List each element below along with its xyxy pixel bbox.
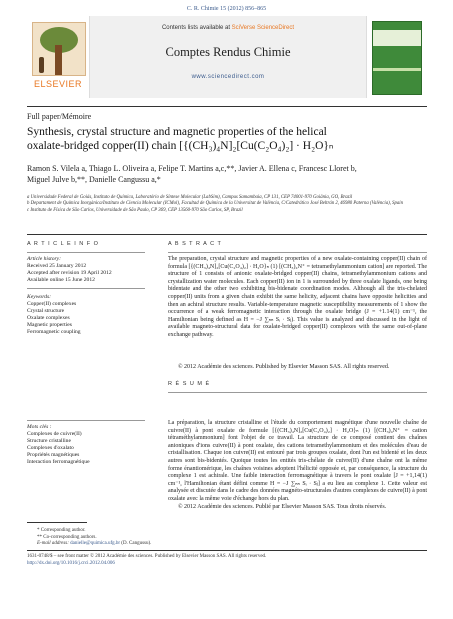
motcle-item: Interaction ferromagnétique	[27, 459, 90, 465]
article-info-heading: A R T I C L E I N F O	[27, 241, 99, 247]
corresponding-author-note: * Corresponding author.	[37, 528, 86, 533]
keyword-item: Magnetic properties	[27, 322, 72, 328]
motcle-item: Propriétés magnétiques	[27, 452, 80, 458]
issn-block	[27, 554, 427, 567]
abstract-text: The preparation, crystal structure and magnetic properties of a new oxalate-containing copper(II) chain of formula [{(CH₃)₄N]₂[Cu(C₂O₄)₂] · H₂O}ₙ (1) [(CH₃)₄N⁺ = tetramethylammonium cation] are reported. The structure of 1 consists of anionic oxalate-bridged copper(II) chains, tetramethylammonium cations and crystallization water molecules. Each copper(II) ion in 1 is surrounded by three oxalate ligands, one being bidentate and the other two exhibiting bis-bidenate coordination modes. Although all the tris-chelated copper(II) units from a given chain exhibit the same helicity, adjacent chains have opposite helicities and then an achiral structure results. Variable-temperature magnetic susceptibility measurements of 1 show the occurrence of a weak ferromagnetic interaction through the oxalate bridge (J = +1.14(1) cm⁻¹, the Hamiltonian being defined as H = −J ∑ₙₙ Sᵢ · Sⱼ). This value is analyzed and discussed in the light of available magneto-structural data for oxalate-bridged copper(II) complexes with the same out-of-plane exchange pathway.	[168, 256, 427, 338]
doi-link[interactable]: http://dx.doi.org/10.1016/j.crci.2012.04.006	[27, 560, 115, 566]
received-date: Received 25 January 2012	[27, 263, 87, 269]
abstract-heading: A B S T R A C T	[168, 241, 222, 247]
motcle-item: Complexes d'oxalato	[27, 445, 74, 451]
email-link[interactable]: danielle@quimica.ufg.br	[70, 541, 121, 547]
motcle-item: Structure cristalline	[27, 438, 71, 444]
title-line-2: oxalate-bridged copper(II) chain [{(CH₃)₄N]₂[Cu(C₂O₄)₂] · H₂O}ₙ	[27, 140, 334, 152]
article-title	[27, 125, 427, 153]
motscles-block	[27, 424, 145, 466]
motscles-label: Mots clés :	[27, 424, 52, 430]
co-corresponding-note: ** Co-corresponding authors.	[37, 534, 97, 540]
journal-cover	[365, 16, 427, 98]
sciencedirect-link[interactable]: SciVerse ScienceDirect	[231, 25, 295, 31]
article-type: Full paper/Mémoire	[27, 112, 92, 121]
article-history	[27, 256, 145, 284]
publisher-wordmark: ELSEVIER	[33, 79, 83, 89]
journal-title: Comptes Rendus Chimie	[165, 45, 291, 59]
online-date: Available online 15 June 2012	[27, 277, 95, 283]
journal-banner	[27, 16, 427, 98]
contents-line	[90, 25, 366, 31]
resume-text: La préparation, la structure cristalline et l'étude du comportement magnétique d'une nouvelle chaîne de cuivre(II) à pont oxalate de formule [{(CH₃)₄N]₂[Cu(C₂O₄)₂] · H₂O}ₙ (1) [(CH₃)₄N⁺ = cation tétraméthylammonium] font l'objet de ce travail. La structure de ce composé contient des chaînes anioniques d'ions cuivre(II) à pont oxalate, des cations tetramethylammonium et des molécules d'eau de cristallisation. Chaque ion cuivre(II) est entouré par trois groupes oxalate, dont l'un est bidenté et les deux autres sont bis-bidentés. Quoique toutes les entités tris-chélate de cuivre(II) d'une chaîne ont la même forme énantiomérique, les chaînes voisines adoptent l'hélicité opposée et, par conséquence, la structure du complexe 1 est achirale. Une faible interaction ferromagnétique à travers le pont oxalate [J = +1,14(1) cm⁻¹, l'Hamiltonian étant défini comme H = −J ∑ₙₙ Sᵢ · Sⱼ] a eu lieu au complexe 1. Cette valeur est analysée et discutée dans le cadre des données magnéto-structurales d'autres complexes de cuivre(II) à pont oxalate avec la même voie d'échange hors du plan.	[168, 420, 427, 502]
contents-text: Contents lists available at	[161, 25, 232, 31]
affiliation-b: b Departament de Química Inorgànica/Instituto de Ciencia Molecular (ICMol), Facultad de Química de la Universitat de València, C/Catedrático José Beltrán 2, 46980 Paterna (València), Spain	[27, 201, 404, 207]
journal-masthead	[89, 16, 367, 98]
keyword-item: Oxalate complexes	[27, 315, 70, 321]
keywords-block	[27, 294, 145, 336]
title-line-1: Synthesis, crystal structure and magnetic properties of the helical	[27, 126, 327, 138]
email-line	[37, 541, 417, 548]
cover-image	[372, 21, 422, 95]
keywords-label: Keywords:	[27, 294, 52, 300]
info-rule	[27, 252, 145, 253]
keyword-item: Copper(II) complexes	[27, 301, 77, 307]
header-divider	[27, 106, 427, 107]
history-label: Article history:	[27, 256, 62, 262]
email-suffix: (D. Cangussu).	[120, 541, 152, 547]
affiliation-a: a Universidade Federal de Goiás, Instituto de Química, Laboratório de Síntese Molecular (LabSim), Campus Samambaia, CP 131, CEP 74001-970 Goiânia, GO, Brazil	[27, 195, 353, 200]
section-divider	[27, 234, 427, 235]
journal-homepage-link[interactable]: www.sciencedirect.com	[191, 74, 265, 80]
keyword-item: Crystal structure	[27, 308, 65, 314]
authors-line-1: Ramon S. Vilela a, Thiago L. Oliveira a, Felipe T. Martins a,c,**, Javier A. Ellena c, Francesc Lloret b,	[27, 164, 357, 173]
abstract-copyright: © 2012 Académie des sciences. Published by Elsevier Masson SAS. All rights reserved.	[178, 364, 390, 370]
author-list	[27, 164, 427, 185]
resume-copyright: © 2012 Académie des sciences. Publié par Elsevier Masson SAS. Tous droits réservés.	[178, 504, 387, 510]
keyword-item: Ferromagnetic coupling	[27, 329, 81, 335]
affiliation-c: c Instituto de Física de São Carlos, Universidade de São Paulo, CP 369, CEP 13560-970 São Carlos, SP, Brazil	[27, 207, 243, 213]
elsevier-tree-icon	[32, 22, 86, 76]
accepted-date: Accepted after revision 19 April 2012	[27, 270, 112, 276]
authors-line-2: Miguel Julve b,**, Danielle Cangussu a,*	[27, 174, 161, 184]
motcle-item: Complexes de cuivre(II)	[27, 431, 82, 437]
abstract-rule	[168, 252, 427, 253]
publisher-logo	[27, 16, 89, 98]
email-label: E-mail address:	[37, 541, 71, 547]
info-rule	[27, 420, 145, 421]
footer-divider	[27, 550, 427, 551]
resume-rule	[168, 392, 427, 393]
journal-citation: C. R. Chimie 15 (2012) 856–865	[186, 6, 267, 12]
info-rule	[27, 288, 145, 289]
footnotes	[37, 528, 417, 548]
issn-line: 1631-0748/$ – see front matter © 2012 Académie des sciences. Published by Elsevier Masson SAS. All rights reserved.	[27, 554, 267, 559]
footnote-rule	[27, 522, 87, 523]
affiliations	[27, 195, 427, 214]
resume-heading: R É S U M É	[168, 381, 211, 387]
